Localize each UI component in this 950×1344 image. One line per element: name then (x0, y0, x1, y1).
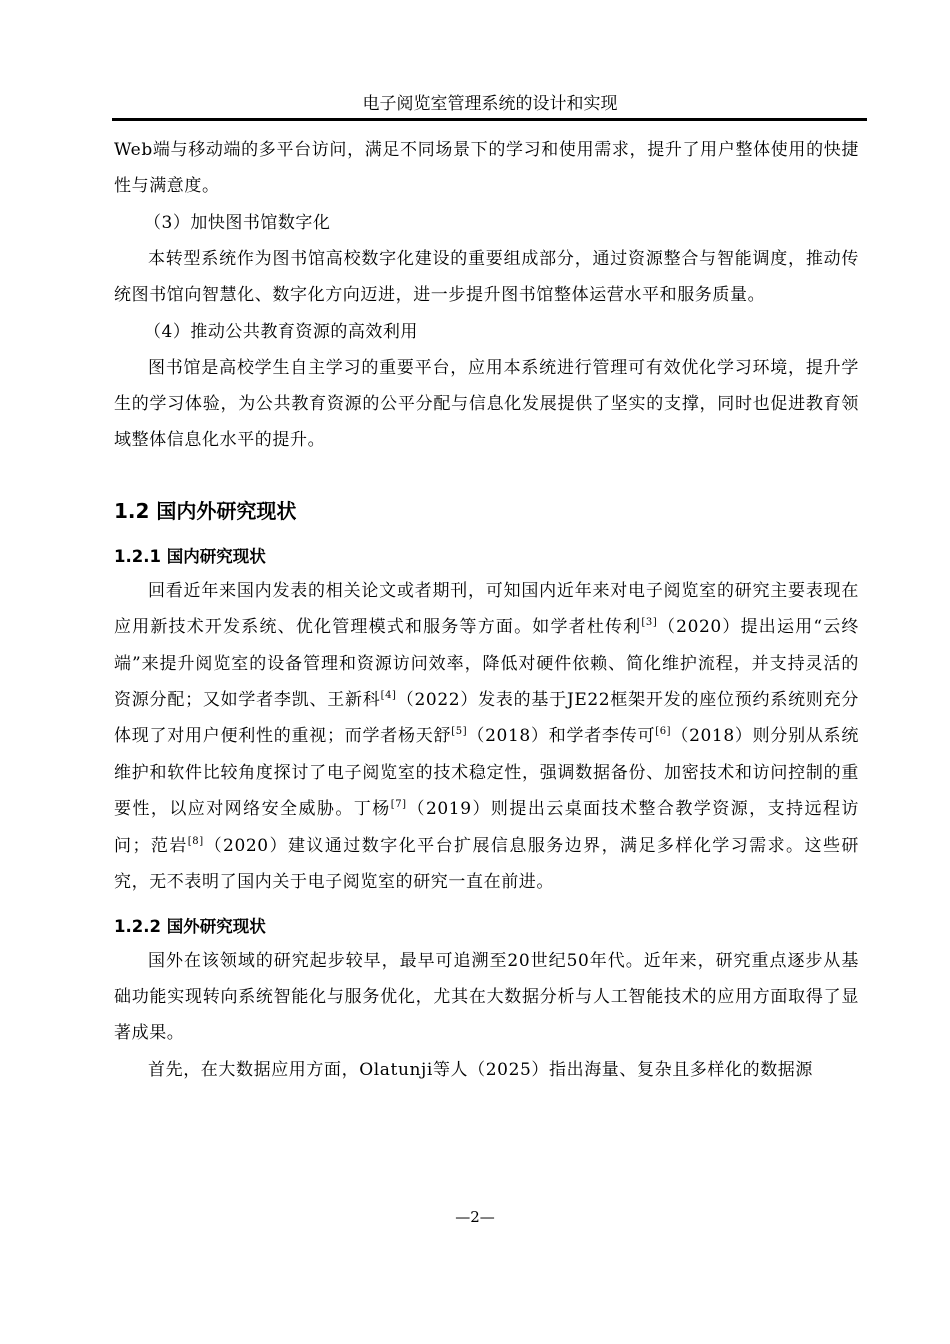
citation-5: [5] (451, 726, 468, 738)
paragraph-big-data: 首先，在大数据应用方面，Olatunji等人（2025）指出海量、复杂且多样化的数据源 (148, 1059, 814, 1080)
paragraph-foreign-research: 国外在该领域的研究起步较早，最早可追溯至20世纪50年代。近年来，研究重点逐步从基础功能实现转向系统智能化与服务优化，尤其在大数据分析与人工智能技术的应用方面取得了显著成果。 (114, 950, 859, 1044)
section-heading-1-2: 1.2 国内外研究现状 (114, 498, 297, 523)
citation-4: [4] (380, 690, 397, 702)
list-item-3: （3）加快图书馆数字化 (144, 212, 331, 233)
citation-3: [3] (641, 617, 658, 629)
text-run: 回看近年来国内发表的相关论文或者期刊，可知国内近年来对电子阅览室的研究主要表现在应用新技术开发系统、优化管理模式和服务等方面。如学者杜传利 (114, 580, 859, 638)
paragraph-domestic-research (114, 573, 859, 901)
paragraph-education-resources: 图书馆是高校学生自主学习的重要平台，应用本系统进行管理可有效优化学习环境，提升学生的学习体验，为公共教育资源的公平分配与信息化发展提供了坚实的支撑，同时也促进教育领域整体信息化水平的提升。 (114, 357, 859, 451)
text-run: （2022）发表的基于JE22框架开发的座位预约系统则充分体现了对用户便利性的重视；而学者杨天舒 (114, 690, 859, 747)
subsection-heading-1-2-2: 1.2.2 国外研究现状 (114, 916, 266, 936)
list-item-4: （4）推动公共教育资源的高效利用 (144, 321, 418, 342)
text-run: （2018）和学者李传可 (467, 726, 656, 747)
header-rule (112, 118, 867, 121)
citation-7: [7] (390, 799, 407, 811)
citation-6: [6] (655, 726, 672, 738)
paragraph-digitization: 本转型系统作为图书馆高校数字化建设的重要组成部分，通过资源整合与智能调度，推动传统图书馆向智慧化、数字化方向迈进，进一步提升图书馆整体运营水平和服务质量。 (114, 248, 859, 306)
running-header: 电子阅览室管理系统的设计和实现 (362, 94, 618, 114)
text-run: （2019）则提出云桌面技术整合教学资源，支持远程访问；范岩 (114, 799, 859, 856)
text-run: （2020）提出运用“云终端”来提升阅览室的设备管理和资源访问效率，降低对硬件依赖、简化维护流程，并支持灵活的资源分配；又如学者李凯、王新科 (114, 617, 859, 711)
page-body (114, 132, 859, 1088)
text-run: （2018）则分别从系统维护和软件比较角度探讨了电子阅览室的技术稳定性，强调数据备份、加密技术和访问控制的重要性，以应对网络安全威胁。丁杨 (114, 726, 859, 820)
citation-8: [8] (187, 835, 204, 847)
text-run: （2020）建议通过数字化平台扩展信息服务边界，满足多样化学习需求。这些研究，无不表明了国内关于电子阅览室的研究一直在前进。 (114, 835, 859, 893)
paragraph-continued: Web端与移动端的多平台访问，满足不同场景下的学习和使用需求，提升了用户整体使用的快捷性与满意度。 (114, 140, 859, 197)
page-number: —2— (455, 1208, 495, 1226)
subsection-heading-1-2-1: 1.2.1 国内研究现状 (114, 546, 266, 566)
